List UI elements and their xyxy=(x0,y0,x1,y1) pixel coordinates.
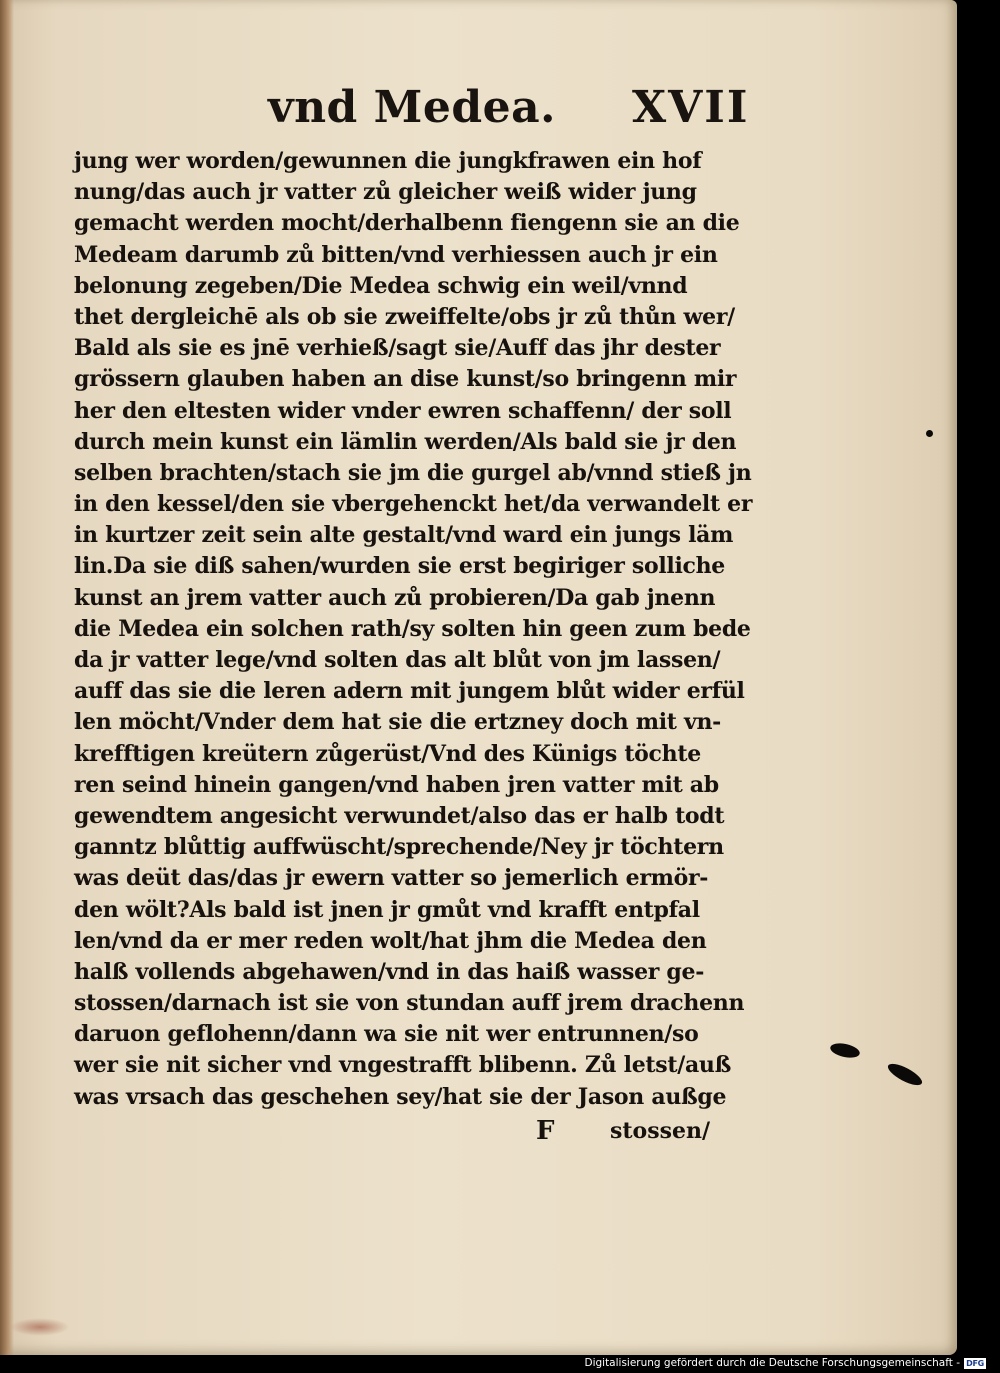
text-line: Medeam darumb zů bitten/vnd verhiessen auch jr ein xyxy=(74,241,718,268)
text-line: durch mein kunst ein lämlin werden/Als bald sie jr den xyxy=(74,428,737,455)
text-line: da jr vatter lege/vnd solten das alt blůt von jm lassen/ xyxy=(74,647,721,673)
text-line: thet dergleichē als ob sie zweiffelte/obs jr zů thůn wer/ xyxy=(74,303,735,330)
running-head: vnd Medea. xyxy=(268,82,556,133)
text-line: kunst an jrem vatter auch zů probieren/Da gab jnenn xyxy=(74,584,716,611)
text-line: was vrsach das geschehen sey/hat sie der Jason außge xyxy=(74,1083,727,1110)
ink-dot xyxy=(926,430,933,437)
text-line: jung wer worden/gewunnen die jungkfrawen ein hof xyxy=(74,148,702,174)
folio-number: XVII xyxy=(632,82,750,133)
ink-blot xyxy=(885,1060,925,1089)
text-line: halß vollends abgehawen/vnd in das haiß wasser ge- xyxy=(74,958,705,985)
text-line: her den eltesten wider vnder ewren schaffenn/ der soll xyxy=(74,397,732,424)
text-line: was deüt das/das jr ewern vatter so jemerlich ermör- xyxy=(74,865,709,892)
catchword: stossen/ xyxy=(610,1118,711,1144)
text-line: selben brachten/stach sie jm die gurgel ab/vnnd stieß jn xyxy=(74,459,752,486)
body-text xyxy=(74,146,764,1113)
text-line: die Medea ein solchen rath/sy solten hin geen zum bede xyxy=(74,615,751,642)
dfg-logo-icon: DFG xyxy=(964,1358,986,1369)
text-line: Bald als sie es jnē verhieß/sagt sie/Auff das jhr dester xyxy=(74,335,721,362)
text-line: daruon geflohenn/dann wa sie nit wer entrunnen/so xyxy=(74,1021,699,1048)
text-line: krefftigen kreütern zůgerüst/Vnd des Künigs töchte xyxy=(74,740,701,767)
text-line: in kurtzer zeit sein alte gestalt/vnd ward ein jungs läm xyxy=(74,522,734,549)
ink-blot xyxy=(829,1041,861,1060)
text-line: stossen/darnach ist sie von stundan auff jrem drachenn xyxy=(74,990,745,1017)
text-line: lin.Da sie diß sahen/wurden sie erst begiriger solliche xyxy=(74,553,726,580)
text-line: len/vnd da er mer reden wolt/hat jhm die Medea den xyxy=(74,927,707,954)
text-line: len möcht/Vnder dem hat sie die ertzney doch mit vn- xyxy=(74,709,721,736)
text-line: nung/das auch jr vatter zů gleicher weiß wider jung xyxy=(74,179,697,206)
signature-mark: F xyxy=(536,1116,555,1146)
funding-credit: Digitalisierung gefördert durch die Deutsche Forschungsgemeinschaft - xyxy=(584,1357,960,1369)
text-line: wer sie nit sicher vnd vngestrafft blibenn. Zů letst/auß xyxy=(74,1052,732,1079)
page-stain xyxy=(10,1318,70,1336)
text-line: ganntz blůttig auffwüscht/sprechende/Ney jr töchtern xyxy=(74,834,724,861)
text-line: belonung zegeben/Die Medea schwig ein weil/vnnd xyxy=(74,272,688,299)
page-footer xyxy=(74,1116,764,1150)
text-line: grössern glauben haben an dise kunst/so bringenn mir xyxy=(74,366,737,393)
text-line: den wölt?Als bald ist jnen jr gmůt vnd krafft entpfal xyxy=(74,896,700,923)
text-line: ren seind hinein gangen/vnd haben jren vatter mit ab xyxy=(74,771,719,798)
text-line: gemacht werden mocht/derhalbenn fiengenn sie an die xyxy=(74,210,740,237)
text-line: in den kessel/den sie vbergehenckt het/da verwandelt er xyxy=(74,491,753,518)
text-line: gewendtem angesicht verwundet/also das er halb todt xyxy=(74,802,725,829)
text-line: auff das sie die leren adern mit jungem blůt wider erfül xyxy=(74,678,745,705)
